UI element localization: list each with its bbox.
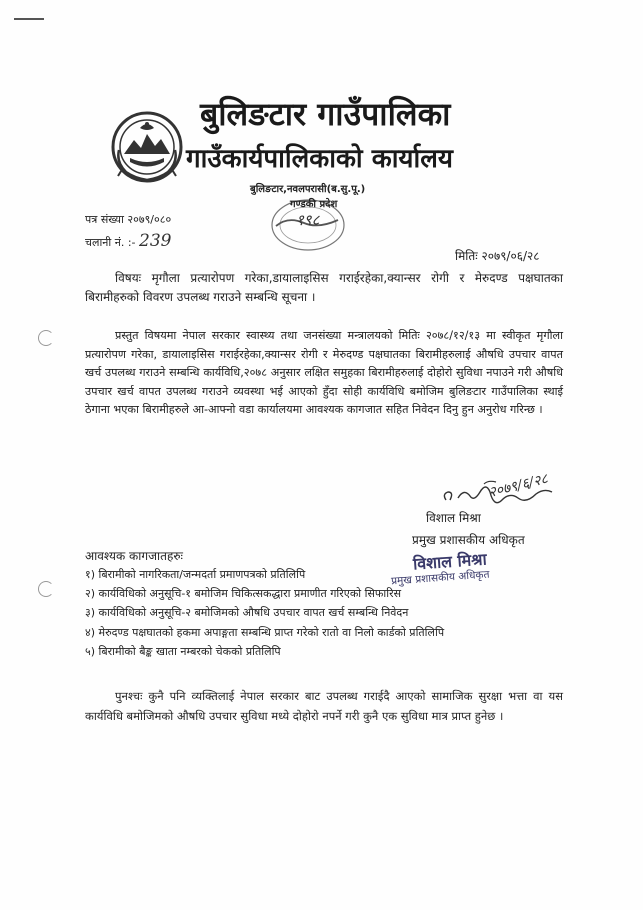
subject-line: विषयः मृगौला प्रत्यारोपण गरेका,डायालाइसिस गराईरहेका,क्यान्सर रोगी र मेरुदण्ड पक्षघातका बिरामीहरुको विवरण उपलब्ध गराउने सम्बन्धि सूचना । <box>85 271 563 304</box>
postscript: पुनश्चः कुनै पनि व्यक्तिलाई नेपाल सरकार बाट उपलब्ध गराईदै आएको सामाजिक सुरक्षा भत्ता वा यस कार्यविधि बमोजिमको औषधि उपचार सुविधा मध्ये दोहोरो नपर्ने गरी कुनै एक सुविधा मात्र प्राप्त हुनेछ । <box>85 689 563 723</box>
letter-date: मितिः २०७९/०६/२८ <box>455 249 540 263</box>
office-name: गाउँकार्यपालिकाको कार्यालय <box>186 144 453 174</box>
requirements-list <box>85 565 444 661</box>
scan-mark <box>14 18 44 20</box>
dispatch-number-row <box>85 231 171 251</box>
signature-date: २०७९/६/२८ <box>487 470 550 502</box>
dispatch-number: 239 <box>139 231 172 251</box>
letter-number: पत्र संख्या २०७९/०८० <box>85 213 172 226</box>
municipality-name: बुलिङटार गाउँपालिका <box>200 95 451 133</box>
list-item: १) बिरामीको नागरिकता/जन्मदर्ता प्रमाणपत्रको प्रतिलिपि <box>85 568 306 581</box>
official-stamp-title: प्रमुख प्रशासकीय अधिकृत <box>390 568 490 588</box>
punch-hole-bottom <box>38 581 54 597</box>
dispatch-stamp-number: १९८ <box>296 211 320 229</box>
office-address: बुलिङटार,नवलपरासी(ब.सु.पू.) <box>250 184 366 195</box>
list-item: ५) बिरामीको बैङ्क खाता नम्बरको चेकको प्रतिलिपि <box>85 644 281 658</box>
list-item: २) कार्यविधिको अनुसूचि-१ बमोजिम चिकित्सकद्धारा प्रमाणीत गरिएको सिफारिस <box>85 587 402 601</box>
dispatch-label: चलानी नं. :- <box>85 236 136 249</box>
official-stamp-name: विशाल मिश्रा <box>412 549 488 574</box>
list-item: ४) मेरुदण्ड पक्षघातको हकमा अपाङ्गता सम्बन्धि प्राप्त गरेको रातो वा निलो कार्डको प्रतिलिपि <box>85 625 445 639</box>
nepal-emblem-icon <box>110 110 184 184</box>
signatory-title: प्रमुख प्रशासकीय अधिकृत <box>412 533 525 547</box>
body-paragraph: प्रस्तुत विषयमा नेपाल सरकार स्वास्थ्य तथा जनसंख्या मन्त्रालयको मितिः २०७८/१२/१३ मा स्वीकृत मृगौला प्रत्यारोपण गरेका, डायालाइसिस गराईरहेका,क्यान्सर रोगी र मेरुदण्ड पक्षघातका बिरामीहरुलाई औषधि उपचार वापत खर्च उपलब्ध गराउने सम्बन्धि कार्यविधि,२०७८ अनुसार लक्षित समुहका बिरामीहरुलाई दोहोरो सुविधा नपाउने गरी औषधि उपचार खर्च वापत उपलब्ध गराउने व्यवस्था भई आएको हुँदा सोही कार्यविधि बमोजिम बुलिङटार गाउँपालिका स्थाई ठेगाना भएका बिरामीहरुले आ-आफ्नो वडा कार्यालयमा आवश्यक कागजात सहित निवेदन दिनु हुन अनुरोध गरिन्छ । <box>85 329 563 417</box>
punch-hole-top <box>38 330 54 346</box>
signatory-name: विशाल मिश्रा <box>426 511 481 525</box>
list-item: ३) कार्यविधिको अनुसूचि-२ बमोजिमको औषधि उपचार वापत खर्च सम्बन्धि निवेदन <box>85 606 409 620</box>
office-province: गण्डकी प्रदेश <box>290 199 338 210</box>
requirements-title: आवश्यक कागजातहरुः <box>85 549 183 563</box>
